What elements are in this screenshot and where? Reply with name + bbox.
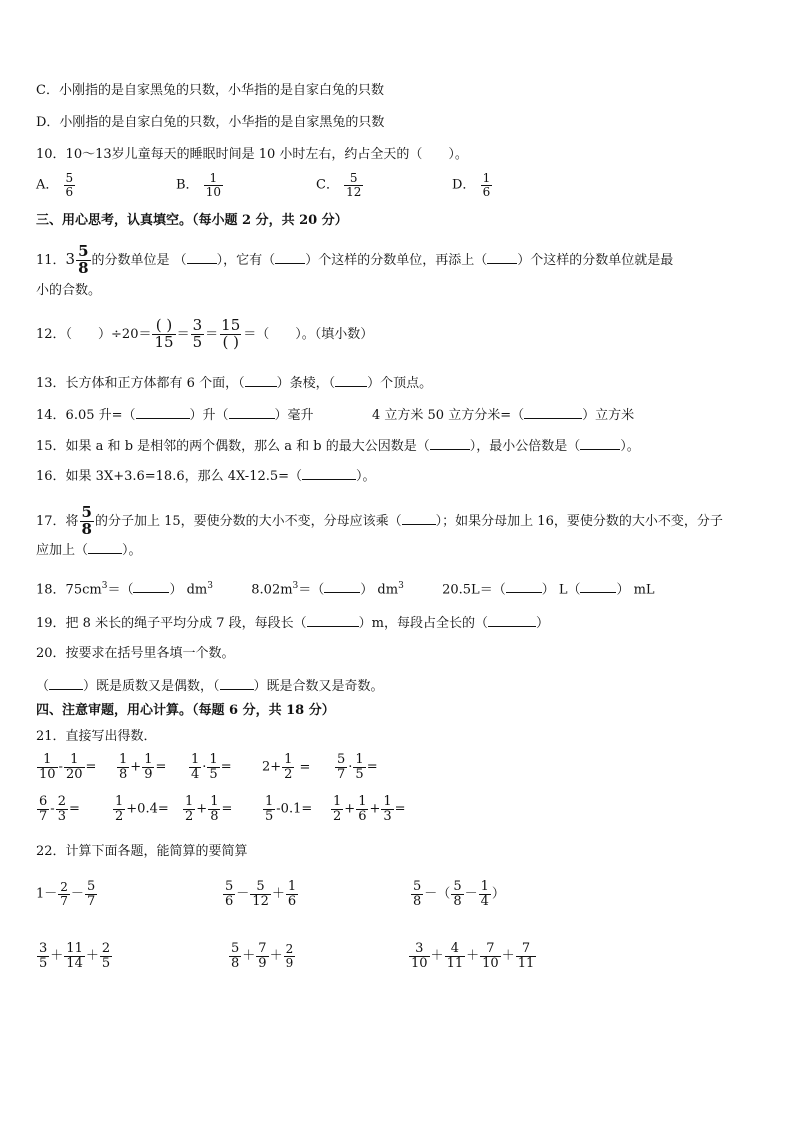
q22-problem-3: $\frac{5}{8}$ －（ $\frac{5}{8}$ － $\frac{1}{4}$ ） [413, 879, 505, 909]
q9-option-c: C．小刚指的是自家黑兔的只数，小华指的是自家白兔的只数 [36, 83, 384, 98]
q10-option-c: C． $\frac{5}{12}$ [316, 171, 362, 199]
q22-problem-1: 1－ $\frac{2}{7}$ － $\frac{5}{7}$ [36, 879, 96, 909]
q9-option-d: D．小刚指的是自家白兔的只数，小华指的是自家黑兔的只数 [36, 115, 385, 130]
q20-stem: 20．按要求在括号里各填一个数。 [36, 646, 235, 661]
q22-problem-5: $\frac{5}{8}$ ＋ $\frac{7}{9}$ ＋ $\frac{2}{9}$ [231, 941, 294, 971]
q21-r1-b: $\frac{1}{8}$ + $\frac{1}{9}$ = [119, 752, 167, 782]
q14-line-right: 4 立方米 50 立方分米=（ ）立方米 [372, 408, 635, 423]
q21-r2-d: $\frac{1}{5}$ -0.1= [265, 794, 313, 824]
q21-r1-e: $\frac{5}{7}$ · $\frac{1}{5}$ = [337, 752, 378, 782]
q21-r2-a: $\frac{6}{7}$ - $\frac{2}{3}$ = [39, 794, 80, 824]
q20-line: （ ）既是质数又是偶数，（ ）既是合数又是奇数。 [36, 679, 384, 694]
section-4-heading: 四、注意审题，用心计算。（每题 6 分，共 18 分） [36, 703, 335, 718]
q17-line1: 17．将 $\frac{5}{8}$ 的分子加上 15，要使分数的大小不变，分母应该乘（ ）；如果分母加上 16，要使分数的大小不变，分子 [36, 503, 723, 538]
q14-line-left: 14．6.05 升=（ ）升（ ）毫升 [36, 408, 314, 423]
q17-line2: 应加上（ ）。 [36, 543, 142, 558]
q22-problem-4: $\frac{3}{5}$ ＋ $\frac{11}{14}$ ＋ $\frac{2}{5}$ [39, 941, 111, 971]
q10-stem: 10．10～13岁儿童每天的睡眠时间是 10 小时左右，约占全天的（ ）。 [36, 147, 468, 162]
q19-line: 19．把 8 米长的绳子平均分成 7 段，每段长（ ）m，每段占全长的（ ） [36, 616, 549, 631]
q22-problem-6: $\frac{3}{10}$ ＋ $\frac{4}{11}$ ＋ $\frac{7}{10}$ ＋ $\frac{7}{11}$ [411, 941, 535, 971]
q21-stem: 21．直接写出得数． [36, 729, 157, 744]
section-3-heading: 三、用心思考，认真填空。（每小题 2 分，共 20 分） [36, 213, 348, 228]
q15-line: 15．如果 a 和 b 是相邻的两个偶数，那么 a 和 b 的最大公因数是（ ），最小公倍数是（ ）。 [36, 439, 640, 454]
q21-r1-a: $\frac{1}{10}$ - $\frac{1}{20}$ = [39, 752, 97, 782]
q13-line: 13．长方体和正方体都有 6 个面，（ ）条棱，（ ）个顶点。 [36, 376, 433, 391]
q21-r1-d: 2+ $\frac{1}{2}$ = [262, 752, 311, 782]
q11-line2: 小的合数。 [36, 283, 102, 298]
q21-r2-b: $\frac{1}{2}$ +0.4= [115, 794, 169, 824]
q21-r2-c: $\frac{1}{2}$ + $\frac{1}{8}$ = [185, 794, 233, 824]
q21-r1-c: $\frac{1}{4}$ · $\frac{1}{5}$ = [191, 752, 232, 782]
q22-stem: 22．计算下面各题，能简算的要简算 [36, 844, 248, 859]
q18-line: 18．$75cm^3=$（ ） $dm^3$ $8.02m^3=$（ ） $dm^3$ 20.5L＝（ ） L（ ） mL [36, 581, 655, 598]
q22-problem-2: $\frac{5}{6}$ － $\frac{5}{12}$ ＋ $\frac{1}{6}$ [225, 879, 297, 909]
q21-r2-e: $\frac{1}{2}$ + $\frac{1}{6}$ + $\frac{1}{3}$ = [333, 794, 406, 824]
q10-option-b: B． $\frac{1}{10}$ [176, 171, 221, 199]
q10-option-d: D． $\frac{1}{6}$ [452, 171, 491, 199]
q11-line1: 11．3 $\frac{5}{8}$ 的分数单位是 （ ），它有（ ）个这样的分数单位，再添上（ ）个这样的分数单位就是最 [36, 242, 674, 277]
q16-line: 16．如果 3X+3.6=18.6，那么 4X-12.5=（ ）。 [36, 469, 376, 484]
q10-option-a: A． $\frac{5}{6}$ [36, 171, 74, 199]
q12-line: 12．（ ）÷20＝ $\frac{( )}{15}$ ＝ $\frac{3}{5}$ ＝ $\frac{15}{( )}$ ＝（ ）。（填小数） [36, 316, 374, 351]
